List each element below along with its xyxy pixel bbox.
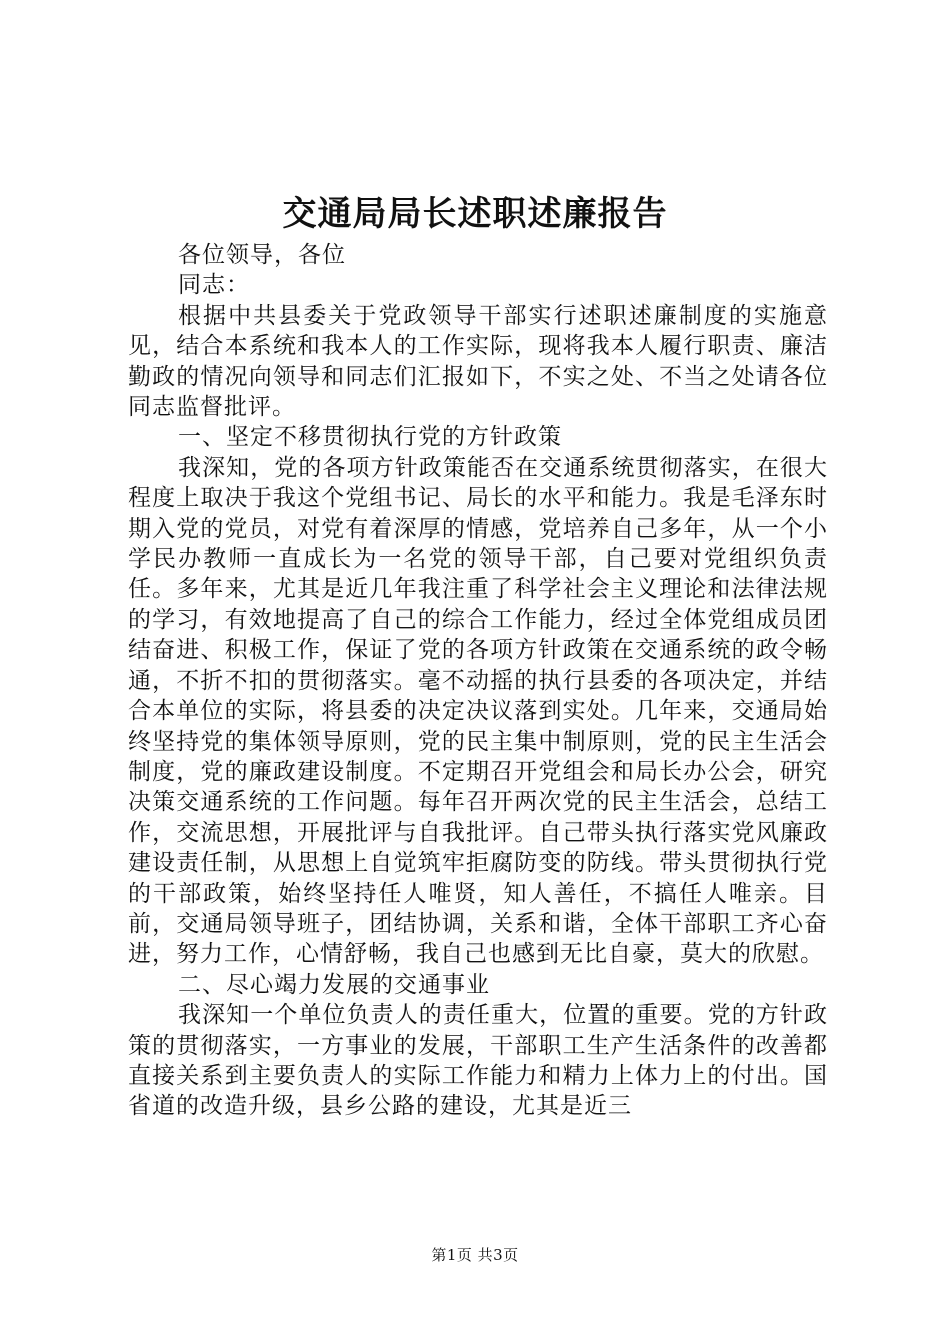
section-heading-1: 一、坚定不移贯彻执行党的方针政策 bbox=[178, 424, 562, 451]
intro-paragraph: 根据中共县委关于党政领导干部实行述职述廉制度的实施意见，结合本系统和我本人的工作实际，现将我本人履行职责、廉洁勤政的情况向领导和同志们汇报如下，不实之处、不当之处请各位同志监督批评。 bbox=[128, 302, 828, 421]
section-1-paragraph: 我深知，党的各项方针政策能否在交通系统贯彻落实，在很大程度上取决于我这个党组书记、局长的水平和能力。我是毛泽东时期入党的党员，对党有着深厚的情感，党培养自己多年，从一个小学民办教师一直成长为一名党的领导干部，自己要对党组织负责任。多年来，尤其是近几年我注重了科学社会主义理论和法律法规的学习，有效地提高了自己的综合工作能力，经过全体党组成员团结奋进、积极工作，保证了党的各项方针政策在交通系统的政令畅通，不折不扣的贯彻落实。毫不动摇的执行县委的各项决定，并结合本单位的实际，将县委的决定决议落到实处。几年来，交通局始终坚持党的集体领导原则，党的民主集中制原则，党的民主生活会制度，党的廉政建设制度。不定期召开党组会和局长办公会，研究决策交通系统的工作问题。每年召开两次党的民主生活会，总结工作，交流思想，开展批评与自我批评。自己带头执行落实党风廉政建设责任制，从思想上自觉筑牢拒腐防变的防线。带头贯彻执行党的干部政策，始终坚持任人唯贤，知人善任，不搞任人唯亲。目前，交通局领导班子，团结协调，关系和谐，全体干部职工齐心奋进，努力工作，心情舒畅，我自己也感到无比自豪，莫大的欣慰。 bbox=[128, 454, 828, 968]
document-body bbox=[128, 240, 828, 1122]
salutation-line-1: 各位领导，各位 bbox=[178, 242, 346, 268]
page-number-footer: 第1页 共3页 bbox=[431, 1246, 519, 1264]
document-title: 交通局局长述职述廉报告 bbox=[282, 194, 668, 234]
section-2-paragraph: 我深知一个单位负责人的责任重大，位置的重要。党的方针政策的贯彻落实，一方事业的发展，干部职工生产生活条件的改善都直接关系到主要负责人的实际工作能力和精力上体力上的付出。国省道的改造升级，县乡公路的建设，尤其是近三 bbox=[128, 1002, 828, 1120]
section-heading-2: 二、尽心竭力发展的交通事业 bbox=[178, 971, 490, 998]
salutation-line-2: 同志： bbox=[178, 272, 250, 299]
